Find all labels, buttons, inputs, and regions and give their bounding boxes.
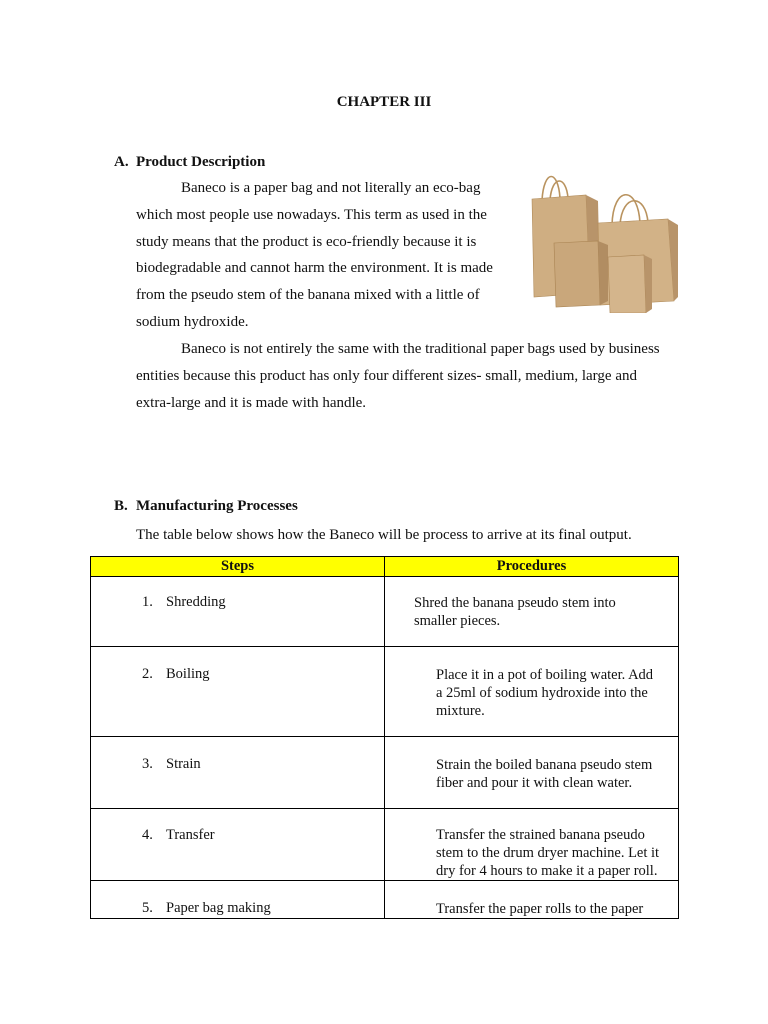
para2-line: extra-large and it is made with handle. bbox=[136, 394, 367, 411]
procedure-line: a 25ml of sodium hydroxide into the bbox=[436, 685, 648, 701]
para2-line: Baneco is not entirely the same with the traditional paper bags used by business bbox=[181, 341, 660, 357]
table-row bbox=[91, 647, 679, 737]
procedure-line: stem to the drum dryer machine. Let it bbox=[436, 845, 660, 861]
table-header-row bbox=[91, 557, 679, 577]
manufacturing-table bbox=[90, 556, 679, 919]
procedure-cell bbox=[385, 737, 679, 809]
section-a-letter: A. bbox=[114, 154, 129, 170]
section-a-title: Product Description bbox=[136, 154, 266, 170]
para1-line: study means that the product is eco-friendly because it is bbox=[136, 233, 477, 250]
para1-line: which most people use nowadays. This term as used in the bbox=[136, 206, 487, 223]
step-number: 4. bbox=[142, 827, 153, 843]
step-name: Boiling bbox=[166, 666, 210, 682]
table-row bbox=[91, 577, 679, 647]
step-cell bbox=[91, 809, 385, 881]
step-number: 1. bbox=[142, 594, 153, 610]
product-description-paragraph-2 bbox=[136, 336, 666, 416]
procedure-cell bbox=[385, 881, 679, 919]
procedure-line: mixture. bbox=[436, 703, 485, 719]
table-intro: The table below shows how the Baneco will be process to arrive at its final output. bbox=[136, 527, 632, 543]
procedure-line: Transfer the strained banana pseudo bbox=[436, 827, 645, 843]
step-cell bbox=[91, 881, 385, 919]
product-description-paragraph-1 bbox=[136, 175, 526, 336]
procedure-line: Place it in a pot of boiling water. Add bbox=[436, 667, 654, 683]
section-b-letter: B. bbox=[114, 498, 128, 514]
para1-line: Baneco is a paper bag and not literally an eco-bag bbox=[181, 180, 481, 196]
procedure-cell bbox=[385, 647, 679, 737]
section-b-heading bbox=[114, 498, 298, 515]
steps-header: Steps bbox=[91, 557, 385, 577]
step-number: 2. bbox=[142, 666, 153, 682]
step-number: 3. bbox=[142, 756, 153, 772]
table-row bbox=[91, 737, 679, 809]
step-cell bbox=[91, 577, 385, 647]
procedure-cell bbox=[385, 809, 679, 881]
procedure-line: fiber and pour it with clean water. bbox=[436, 775, 633, 791]
procedure-line: Strain the boiled banana pseudo stem bbox=[436, 757, 653, 773]
section-a-heading bbox=[114, 154, 265, 171]
paper-bags-photo bbox=[528, 165, 678, 313]
step-name: Shredding bbox=[166, 594, 226, 610]
step-name: Paper bag making bbox=[166, 900, 271, 916]
chapter-title: CHAPTER III bbox=[336, 94, 432, 110]
table-row bbox=[91, 881, 679, 919]
para1-line: from the pseudo stem of the banana mixed with a little of bbox=[136, 287, 480, 304]
para1-line: biodegradable and cannot harm the environment. It is made bbox=[136, 260, 493, 277]
procedures-header: Procedures bbox=[385, 557, 679, 577]
procedure-cell bbox=[385, 577, 679, 647]
step-number: 5. bbox=[142, 900, 153, 916]
procedure-line: Shred the banana pseudo stem into bbox=[414, 595, 616, 611]
procedure-line: dry for 4 hours to make it a paper roll. bbox=[436, 863, 658, 879]
para2-line: entities because this product has only four different sizes- small, medium, large and bbox=[136, 367, 637, 384]
step-cell bbox=[91, 737, 385, 809]
para1-line: sodium hydroxide. bbox=[136, 313, 249, 330]
procedure-line: smaller pieces. bbox=[414, 613, 501, 629]
section-b-title: Manufacturing Processes bbox=[136, 498, 298, 514]
table-row bbox=[91, 809, 679, 881]
procedure-line: Transfer the paper rolls to the paper bbox=[436, 901, 644, 917]
step-name: Transfer bbox=[166, 827, 215, 843]
step-cell bbox=[91, 647, 385, 737]
step-name: Strain bbox=[166, 756, 201, 772]
